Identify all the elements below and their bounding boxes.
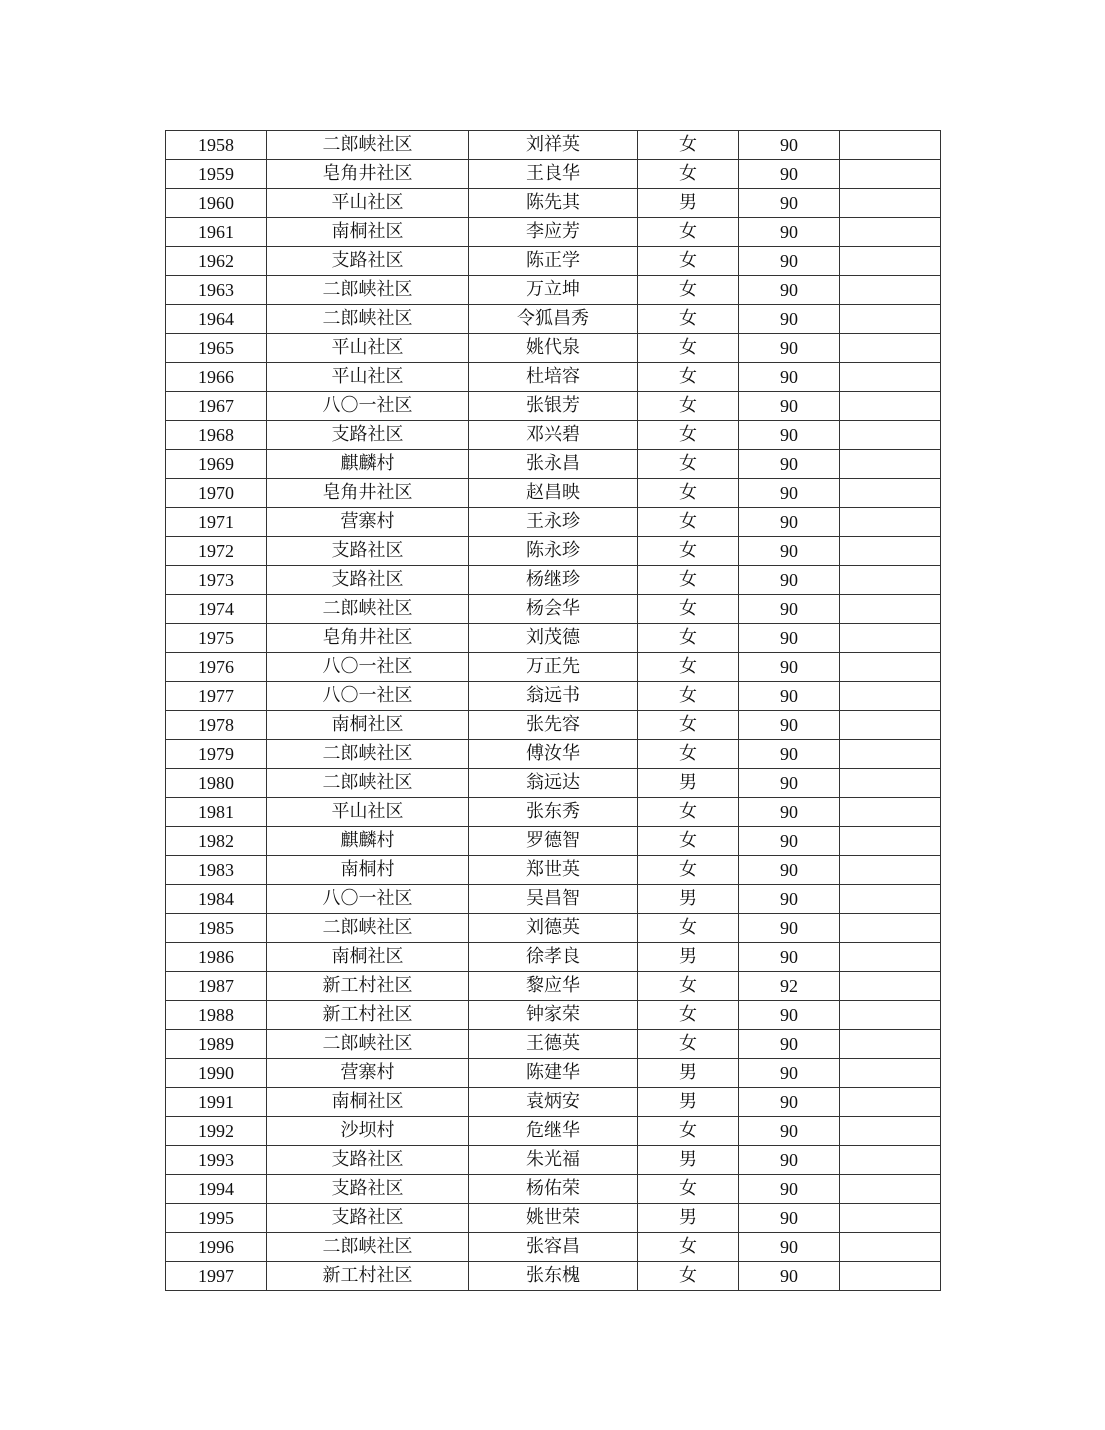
- gender-cell: 女: [638, 537, 739, 566]
- serial-number-cell: 1967: [166, 392, 267, 421]
- serial-number-cell: 1994: [166, 1175, 267, 1204]
- person-name-cell: 王德英: [469, 1030, 638, 1059]
- person-name-cell: 袁炳安: [469, 1088, 638, 1117]
- community-cell: 二郎峡社区: [267, 276, 469, 305]
- person-name-cell: 邓兴碧: [469, 421, 638, 450]
- age-cell: 90: [739, 711, 840, 740]
- gender-cell: 女: [638, 1001, 739, 1030]
- table-row: [166, 595, 941, 624]
- community-cell: 八〇一社区: [267, 392, 469, 421]
- serial-number-cell: 1971: [166, 508, 267, 537]
- gender-cell: 女: [638, 682, 739, 711]
- gender-cell: 女: [638, 392, 739, 421]
- note-cell: [840, 885, 941, 914]
- community-cell: 新工村社区: [267, 972, 469, 1001]
- table-row: [166, 1204, 941, 1233]
- note-cell: [840, 943, 941, 972]
- community-cell: 八〇一社区: [267, 885, 469, 914]
- note-cell: [840, 1262, 941, 1291]
- note-cell: [840, 1117, 941, 1146]
- age-cell: 90: [739, 740, 840, 769]
- table-row: [166, 943, 941, 972]
- person-name-cell: 朱光福: [469, 1146, 638, 1175]
- gender-cell: 女: [638, 363, 739, 392]
- gender-cell: 女: [638, 653, 739, 682]
- note-cell: [840, 363, 941, 392]
- gender-cell: 女: [638, 1233, 739, 1262]
- note-cell: [840, 1059, 941, 1088]
- note-cell: [840, 740, 941, 769]
- table-row: [166, 1059, 941, 1088]
- table-row: [166, 537, 941, 566]
- serial-number-cell: 1978: [166, 711, 267, 740]
- note-cell: [840, 769, 941, 798]
- community-cell: 二郎峡社区: [267, 131, 469, 160]
- table-row: [166, 363, 941, 392]
- serial-number-cell: 1995: [166, 1204, 267, 1233]
- note-cell: [840, 131, 941, 160]
- person-name-cell: 罗德智: [469, 827, 638, 856]
- gender-cell: 女: [638, 334, 739, 363]
- person-name-cell: 傅汝华: [469, 740, 638, 769]
- serial-number-cell: 1989: [166, 1030, 267, 1059]
- gender-cell: 女: [638, 508, 739, 537]
- table-row: [166, 653, 941, 682]
- person-name-cell: 刘祥英: [469, 131, 638, 160]
- person-name-cell: 杨佑荣: [469, 1175, 638, 1204]
- age-cell: 90: [739, 247, 840, 276]
- person-name-cell: 张东秀: [469, 798, 638, 827]
- serial-number-cell: 1990: [166, 1059, 267, 1088]
- table-row: [166, 711, 941, 740]
- person-name-cell: 徐孝良: [469, 943, 638, 972]
- community-cell: 南桐社区: [267, 943, 469, 972]
- gender-cell: 女: [638, 972, 739, 1001]
- person-name-cell: 王永珍: [469, 508, 638, 537]
- community-cell: 皂角井社区: [267, 160, 469, 189]
- age-cell: 90: [739, 595, 840, 624]
- table-row: [166, 421, 941, 450]
- age-cell: 90: [739, 1001, 840, 1030]
- gender-cell: 女: [638, 247, 739, 276]
- note-cell: [840, 479, 941, 508]
- age-cell: 90: [739, 508, 840, 537]
- table-row: [166, 189, 941, 218]
- note-cell: [840, 856, 941, 885]
- note-cell: [840, 1233, 941, 1262]
- note-cell: [840, 537, 941, 566]
- note-cell: [840, 1001, 941, 1030]
- age-cell: 90: [739, 1059, 840, 1088]
- age-cell: 90: [739, 769, 840, 798]
- age-cell: 90: [739, 1117, 840, 1146]
- person-name-cell: 陈建华: [469, 1059, 638, 1088]
- gender-cell: 女: [638, 1262, 739, 1291]
- person-name-cell: 郑世英: [469, 856, 638, 885]
- note-cell: [840, 711, 941, 740]
- note-cell: [840, 624, 941, 653]
- gender-cell: 女: [638, 856, 739, 885]
- gender-cell: 女: [638, 479, 739, 508]
- person-name-cell: 李应芳: [469, 218, 638, 247]
- serial-number-cell: 1992: [166, 1117, 267, 1146]
- community-cell: 二郎峡社区: [267, 740, 469, 769]
- person-name-cell: 翁远达: [469, 769, 638, 798]
- note-cell: [840, 218, 941, 247]
- serial-number-cell: 1993: [166, 1146, 267, 1175]
- serial-number-cell: 1965: [166, 334, 267, 363]
- person-name-cell: 姚代泉: [469, 334, 638, 363]
- age-cell: 90: [739, 827, 840, 856]
- table-row: [166, 682, 941, 711]
- community-cell: 南桐社区: [267, 218, 469, 247]
- serial-number-cell: 1982: [166, 827, 267, 856]
- community-cell: 支路社区: [267, 1146, 469, 1175]
- age-cell: 90: [739, 421, 840, 450]
- community-cell: 支路社区: [267, 421, 469, 450]
- serial-number-cell: 1986: [166, 943, 267, 972]
- gender-cell: 女: [638, 131, 739, 160]
- gender-cell: 男: [638, 885, 739, 914]
- age-cell: 90: [739, 334, 840, 363]
- person-name-cell: 刘德英: [469, 914, 638, 943]
- serial-number-cell: 1983: [166, 856, 267, 885]
- community-cell: 皂角井社区: [267, 624, 469, 653]
- gender-cell: 男: [638, 1204, 739, 1233]
- serial-number-cell: 1988: [166, 1001, 267, 1030]
- serial-number-cell: 1984: [166, 885, 267, 914]
- age-cell: 90: [739, 1233, 840, 1262]
- serial-number-cell: 1964: [166, 305, 267, 334]
- person-name-cell: 钟家荣: [469, 1001, 638, 1030]
- community-cell: 支路社区: [267, 537, 469, 566]
- community-cell: 支路社区: [267, 566, 469, 595]
- person-name-cell: 令狐昌秀: [469, 305, 638, 334]
- age-cell: 90: [739, 1088, 840, 1117]
- serial-number-cell: 1963: [166, 276, 267, 305]
- roster-table-body: [166, 131, 941, 1291]
- community-cell: 支路社区: [267, 1175, 469, 1204]
- table-row: [166, 247, 941, 276]
- gender-cell: 女: [638, 276, 739, 305]
- person-name-cell: 张容昌: [469, 1233, 638, 1262]
- community-cell: 二郎峡社区: [267, 305, 469, 334]
- gender-cell: 女: [638, 160, 739, 189]
- age-cell: 90: [739, 1175, 840, 1204]
- gender-cell: 男: [638, 1146, 739, 1175]
- serial-number-cell: 1969: [166, 450, 267, 479]
- gender-cell: 男: [638, 1088, 739, 1117]
- table-row: [166, 769, 941, 798]
- gender-cell: 女: [638, 740, 739, 769]
- age-cell: 90: [739, 160, 840, 189]
- age-cell: 90: [739, 914, 840, 943]
- serial-number-cell: 1976: [166, 653, 267, 682]
- gender-cell: 女: [638, 218, 739, 247]
- note-cell: [840, 653, 941, 682]
- gender-cell: 女: [638, 595, 739, 624]
- person-name-cell: 黎应华: [469, 972, 638, 1001]
- community-cell: 麒麟村: [267, 827, 469, 856]
- table-row: [166, 624, 941, 653]
- gender-cell: 女: [638, 1175, 739, 1204]
- serial-number-cell: 1997: [166, 1262, 267, 1291]
- community-cell: 二郎峡社区: [267, 1030, 469, 1059]
- community-cell: 沙坝村: [267, 1117, 469, 1146]
- person-name-cell: 张东槐: [469, 1262, 638, 1291]
- age-cell: 90: [739, 943, 840, 972]
- table-row: [166, 1088, 941, 1117]
- note-cell: [840, 247, 941, 276]
- table-row: [166, 885, 941, 914]
- serial-number-cell: 1961: [166, 218, 267, 247]
- person-name-cell: 危继华: [469, 1117, 638, 1146]
- age-cell: 90: [739, 392, 840, 421]
- community-cell: 二郎峡社区: [267, 1233, 469, 1262]
- note-cell: [840, 827, 941, 856]
- person-name-cell: 杨会华: [469, 595, 638, 624]
- community-cell: 南桐社区: [267, 1088, 469, 1117]
- serial-number-cell: 1968: [166, 421, 267, 450]
- serial-number-cell: 1987: [166, 972, 267, 1001]
- serial-number-cell: 1979: [166, 740, 267, 769]
- community-cell: 皂角井社区: [267, 479, 469, 508]
- gender-cell: 女: [638, 711, 739, 740]
- note-cell: [840, 566, 941, 595]
- gender-cell: 女: [638, 305, 739, 334]
- note-cell: [840, 798, 941, 827]
- table-row: [166, 1262, 941, 1291]
- person-name-cell: 姚世荣: [469, 1204, 638, 1233]
- table-row: [166, 508, 941, 537]
- note-cell: [840, 682, 941, 711]
- age-cell: 90: [739, 276, 840, 305]
- note-cell: [840, 972, 941, 1001]
- note-cell: [840, 595, 941, 624]
- community-cell: 新工村社区: [267, 1001, 469, 1030]
- roster-table: [165, 130, 941, 1291]
- person-name-cell: 万立坤: [469, 276, 638, 305]
- age-cell: 90: [739, 450, 840, 479]
- person-name-cell: 刘茂德: [469, 624, 638, 653]
- person-name-cell: 张永昌: [469, 450, 638, 479]
- table-row: [166, 218, 941, 247]
- gender-cell: 女: [638, 1030, 739, 1059]
- age-cell: 90: [739, 798, 840, 827]
- note-cell: [840, 450, 941, 479]
- serial-number-cell: 1972: [166, 537, 267, 566]
- note-cell: [840, 421, 941, 450]
- gender-cell: 女: [638, 421, 739, 450]
- table-row: [166, 479, 941, 508]
- table-row: [166, 450, 941, 479]
- table-row: [166, 566, 941, 595]
- table-row: [166, 856, 941, 885]
- age-cell: 90: [739, 682, 840, 711]
- age-cell: 90: [739, 885, 840, 914]
- serial-number-cell: 1996: [166, 1233, 267, 1262]
- note-cell: [840, 1030, 941, 1059]
- age-cell: 90: [739, 479, 840, 508]
- community-cell: 八〇一社区: [267, 653, 469, 682]
- person-name-cell: 张先容: [469, 711, 638, 740]
- table-row: [166, 392, 941, 421]
- age-cell: 90: [739, 218, 840, 247]
- note-cell: [840, 160, 941, 189]
- gender-cell: 女: [638, 624, 739, 653]
- note-cell: [840, 508, 941, 537]
- person-name-cell: 王良华: [469, 160, 638, 189]
- age-cell: 90: [739, 131, 840, 160]
- serial-number-cell: 1980: [166, 769, 267, 798]
- note-cell: [840, 914, 941, 943]
- community-cell: 二郎峡社区: [267, 914, 469, 943]
- serial-number-cell: 1973: [166, 566, 267, 595]
- serial-number-cell: 1985: [166, 914, 267, 943]
- note-cell: [840, 334, 941, 363]
- table-row: [166, 1117, 941, 1146]
- table-row: [166, 914, 941, 943]
- table-row: [166, 1146, 941, 1175]
- serial-number-cell: 1959: [166, 160, 267, 189]
- note-cell: [840, 305, 941, 334]
- community-cell: 营寨村: [267, 508, 469, 537]
- age-cell: 90: [739, 1204, 840, 1233]
- community-cell: 平山社区: [267, 334, 469, 363]
- community-cell: 平山社区: [267, 363, 469, 392]
- community-cell: 支路社区: [267, 1204, 469, 1233]
- serial-number-cell: 1981: [166, 798, 267, 827]
- table-row: [166, 1030, 941, 1059]
- gender-cell: 男: [638, 943, 739, 972]
- table-row: [166, 131, 941, 160]
- community-cell: 平山社区: [267, 798, 469, 827]
- age-cell: 90: [739, 1030, 840, 1059]
- table-row: [166, 305, 941, 334]
- serial-number-cell: 1958: [166, 131, 267, 160]
- note-cell: [840, 276, 941, 305]
- gender-cell: 女: [638, 827, 739, 856]
- person-name-cell: 陈先其: [469, 189, 638, 218]
- gender-cell: 女: [638, 798, 739, 827]
- age-cell: 90: [739, 363, 840, 392]
- table-row: [166, 160, 941, 189]
- age-cell: 90: [739, 305, 840, 334]
- community-cell: 平山社区: [267, 189, 469, 218]
- person-name-cell: 张银芳: [469, 392, 638, 421]
- note-cell: [840, 1088, 941, 1117]
- community-cell: 麒麟村: [267, 450, 469, 479]
- gender-cell: 女: [638, 914, 739, 943]
- community-cell: 支路社区: [267, 247, 469, 276]
- community-cell: 新工村社区: [267, 1262, 469, 1291]
- age-cell: 90: [739, 1262, 840, 1291]
- note-cell: [840, 1175, 941, 1204]
- table-row: [166, 1233, 941, 1262]
- serial-number-cell: 1960: [166, 189, 267, 218]
- table-row: [166, 972, 941, 1001]
- community-cell: 二郎峡社区: [267, 595, 469, 624]
- person-name-cell: 杨继珍: [469, 566, 638, 595]
- age-cell: 90: [739, 566, 840, 595]
- community-cell: 二郎峡社区: [267, 769, 469, 798]
- note-cell: [840, 189, 941, 218]
- serial-number-cell: 1974: [166, 595, 267, 624]
- table-row: [166, 1001, 941, 1030]
- note-cell: [840, 392, 941, 421]
- serial-number-cell: 1966: [166, 363, 267, 392]
- note-cell: [840, 1146, 941, 1175]
- table-row: [166, 334, 941, 363]
- age-cell: 90: [739, 1146, 840, 1175]
- serial-number-cell: 1991: [166, 1088, 267, 1117]
- gender-cell: 女: [638, 566, 739, 595]
- gender-cell: 男: [638, 1059, 739, 1088]
- table-row: [166, 740, 941, 769]
- serial-number-cell: 1977: [166, 682, 267, 711]
- age-cell: 90: [739, 624, 840, 653]
- table-row: [166, 1175, 941, 1204]
- person-name-cell: 赵昌映: [469, 479, 638, 508]
- age-cell: 90: [739, 537, 840, 566]
- age-cell: 90: [739, 653, 840, 682]
- gender-cell: 女: [638, 1117, 739, 1146]
- person-name-cell: 吴昌智: [469, 885, 638, 914]
- table-row: [166, 276, 941, 305]
- person-name-cell: 杜培容: [469, 363, 638, 392]
- table-row: [166, 827, 941, 856]
- person-name-cell: 翁远书: [469, 682, 638, 711]
- person-name-cell: 万正先: [469, 653, 638, 682]
- serial-number-cell: 1962: [166, 247, 267, 276]
- note-cell: [840, 1204, 941, 1233]
- community-cell: 八〇一社区: [267, 682, 469, 711]
- community-cell: 南桐村: [267, 856, 469, 885]
- age-cell: 90: [739, 856, 840, 885]
- age-cell: 92: [739, 972, 840, 1001]
- community-cell: 南桐社区: [267, 711, 469, 740]
- table-row: [166, 798, 941, 827]
- community-cell: 营寨村: [267, 1059, 469, 1088]
- gender-cell: 女: [638, 450, 739, 479]
- person-name-cell: 陈正学: [469, 247, 638, 276]
- age-cell: 90: [739, 189, 840, 218]
- serial-number-cell: 1970: [166, 479, 267, 508]
- person-name-cell: 陈永珍: [469, 537, 638, 566]
- serial-number-cell: 1975: [166, 624, 267, 653]
- gender-cell: 男: [638, 769, 739, 798]
- gender-cell: 男: [638, 189, 739, 218]
